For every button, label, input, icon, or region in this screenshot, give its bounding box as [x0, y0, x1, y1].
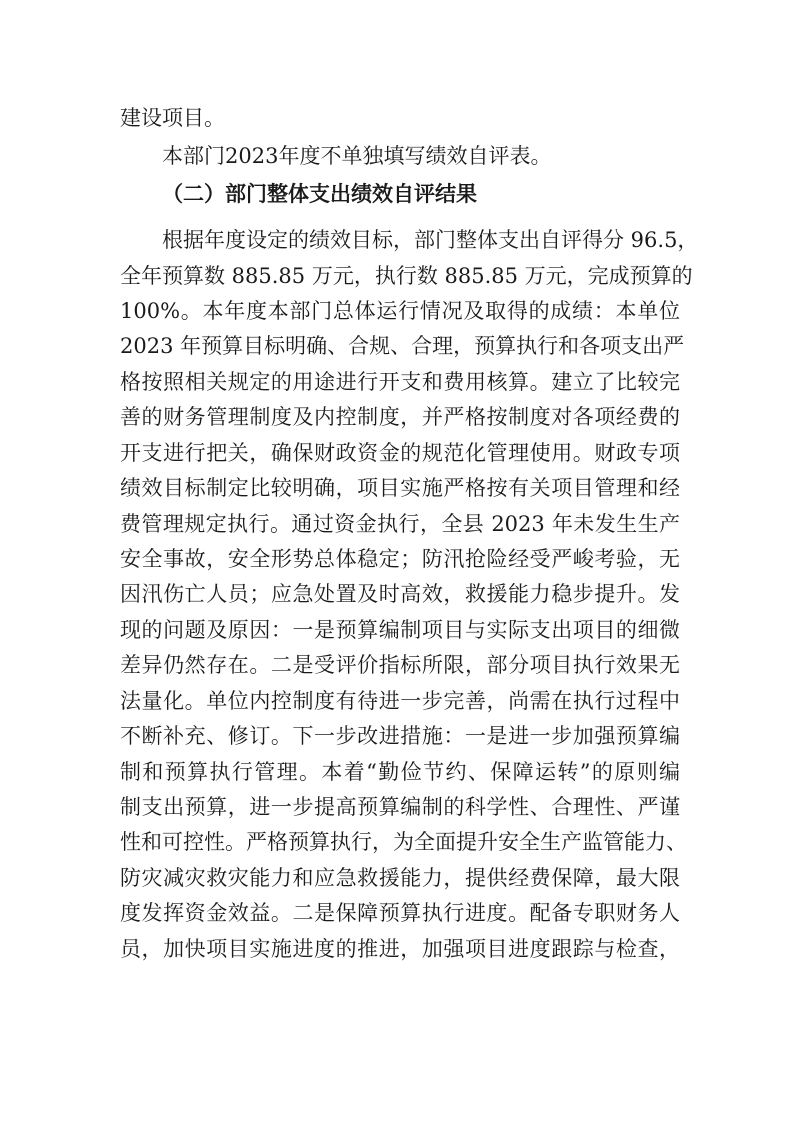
section-heading: （二）部门整体支出绩效自评结果 — [162, 182, 477, 206]
paragraph-line-intro-1: 建设项目。 — [120, 106, 225, 130]
paragraph-line: 费管理规定执行。通过资金执行，全县 2023 年未发生生产 — [120, 512, 680, 536]
paragraph-line: 不断补充、修订。下一步改进措施：一是进一步加强预算编 — [120, 724, 680, 748]
paragraph-line: 因汛伤亡人员；应急处置及时高效，救援能力稳步提升。发 — [120, 582, 680, 606]
paragraph-line: 绩效目标制定比较明确，项目实施严格按有关项目管理和经 — [120, 476, 680, 500]
paragraph-line: 法量化。单位内控制度有待进一步完善，尚需在执行过程中 — [120, 689, 680, 713]
paragraph-line: 制支出预算，进一步提高预算编制的科学性、合理性、严谨 — [120, 795, 680, 819]
paragraph-line: 制和预算执行管理。本着“勤俭节约、保障运转”的原则编 — [120, 760, 680, 784]
paragraph-line: 格按照相关规定的用途进行开支和费用核算。建立了比较完 — [120, 370, 680, 394]
paragraph-line: 100%。本年度本部门总体运行情况及取得的成绩：本单位 — [120, 299, 680, 323]
paragraph-line: 全年预算数 885.85 万元，执行数 885.85 万元，完成预算的 — [120, 264, 693, 288]
paragraph-line-intro-2: 本部门2023年度不单独填写绩效自评表。 — [162, 144, 552, 168]
paragraph-line: 善的财务管理制度及内控制度，并严格按制度对各项经费的 — [120, 405, 680, 429]
paragraph-line: 性和可控性。严格预算执行，为全面提升安全生产监管能力、 — [120, 830, 687, 854]
paragraph-line: 安全事故，安全形势总体稳定；防汛抢险经受严峻考验，无 — [120, 547, 680, 571]
paragraph-line: 差异仍然存在。二是受评价指标所限，部分项目执行效果无 — [120, 653, 680, 677]
paragraph-line: 现的问题及原因：一是预算编制项目与实际支出项目的细微 — [120, 618, 680, 642]
paragraph-line: 员，加快项目实施进度的推进，加强项目进度跟踪与检查， — [120, 937, 680, 961]
paragraph-line: 根据年度设定的绩效目标，部门整体支出自评得分 96.5， — [162, 228, 699, 252]
paragraph-line: 防灾减灾救灾能力和应急救援能力，提供经费保障，最大限 — [120, 866, 680, 890]
paragraph-line: 开支进行把关，确保财政资金的规范化管理使用。财政专项 — [120, 441, 680, 465]
paragraph-line: 2023 年预算目标明确、合规、合理，预算执行和各项支出严 — [120, 334, 685, 358]
paragraph-line: 度发挥资金效益。二是保障预算执行进度。配备专职财务人 — [120, 901, 680, 925]
